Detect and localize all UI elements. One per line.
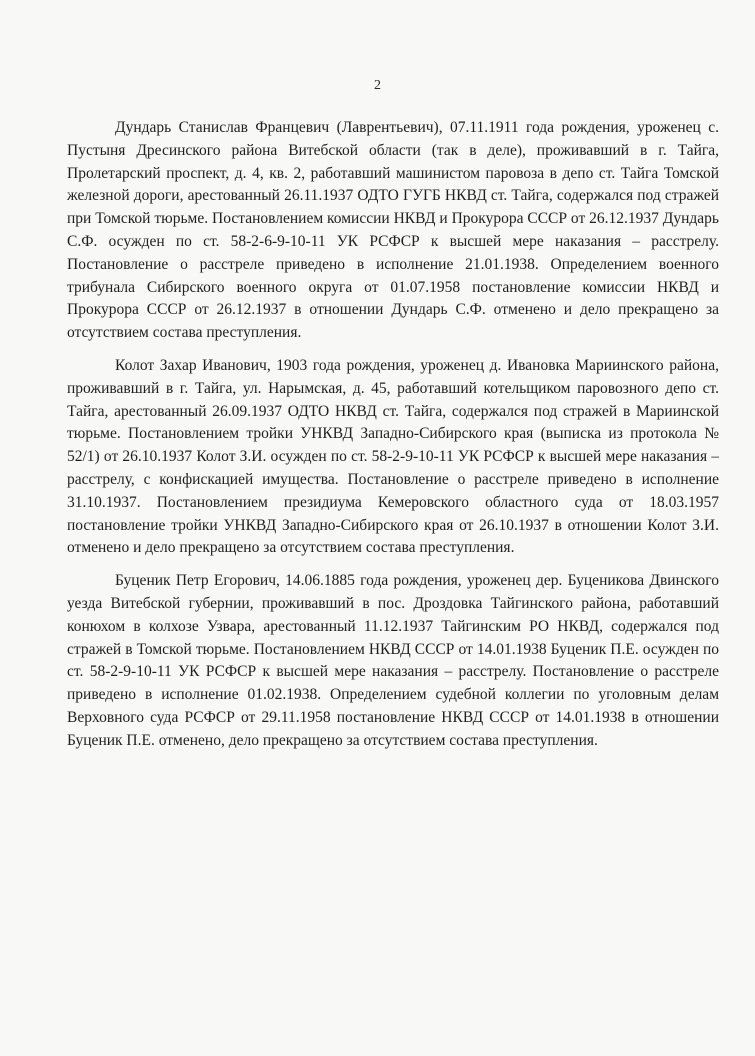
page-number: 2 bbox=[374, 78, 381, 93]
paragraph-kolot: Колот Захар Иванович, 1903 года рождения, уроженец д. Ивановка Мариинского района, проживавший в г. Тайга, ул. Нарымская, д. 45, работавший котельщиком паровозного депо ст. Тайга, арестованный 26.09.1937 ОДТО НКВД ст. Тайга, содержался под стражей в Мариинской тюрьме. Постановлением тройки УНКВД Западно-Сибирского края (выписка из протокола № 52/1) от 26.10.1937 Колот З.И. осужден по ст. 58-2-9-10-11 УК РСФСР к высшей мере наказания – расстрелу, с конфискацией имущества. Постановление о расстреле приведено в исполнение 31.10.1937. Постановлением президиума Кемеровского областного суда от 18.03.1957 постановление тройки УНКВД Западно-Сибирского края от 26.10.1937 в отношении Колот З.И. отменено и дело прекращено за отсутствием состава преступления. bbox=[67, 356, 719, 557]
paragraph-butsenik: Буценик Петр Егорович, 14.06.1885 года рождения, уроженец дер. Буценикова Двинского уезда Витебской губернии, проживавший в пос. Дроздовка Тайгинского района, работавший конюхом в колхозе Узвара, арестованный 11.12.1937 Тайгинским РО НКВД, содержался под стражей в Томской тюрьме. Постановлением НКВД СССР от 14.01.1938 Буценик П.Е. осужден по ст. 58-2-9-10-11 УК РСФСР к высшей мере наказания – расстрелу. Постановление о расстреле приведено в исполнение 01.02.1938. Определением судебной коллегии по уголовным делам Верховного суда РСФСР от 29.11.1958 постановление НКВД СССР от 14.01.1938 в отношении Буценик П.Е. отменено, дело прекращено за отсутствием состава преступления. bbox=[67, 572, 719, 749]
document-body bbox=[67, 117, 719, 753]
paragraph-dundar: Дундарь Станислав Францевич (Лаврентьевич), 07.11.1911 года рождения, уроженец с. Пустыня Дресинского района Витебской области (так в деле), проживавший в г. Тайга, Пролетарский проспект, д. 4, кв. 2, работавший машинистом паровоза в депо ст. Тайга Томской железной дороги, арестованный 26.11.1937 ОДТО ГУГБ НКВД ст. Тайга, содержался под стражей при Томской тюрьме. Постановлением комиссии НКВД и Прокурора СССР от 26.12.1937 Дундарь С.Ф. осужден по ст. 58-2-6-9-10-11 УК РСФСР к высшей мере наказания – расстрелу. Постановление о расстреле приведено в исполнение 21.01.1938. Определением военного трибунала Сибирского военного округа от 01.07.1958 постановление комиссии НКВД и Прокурора СССР от 26.12.1937 в отношении Дундарь С.Ф. отменено и дело прекращено за отсутствием состава преступления. bbox=[67, 119, 719, 342]
